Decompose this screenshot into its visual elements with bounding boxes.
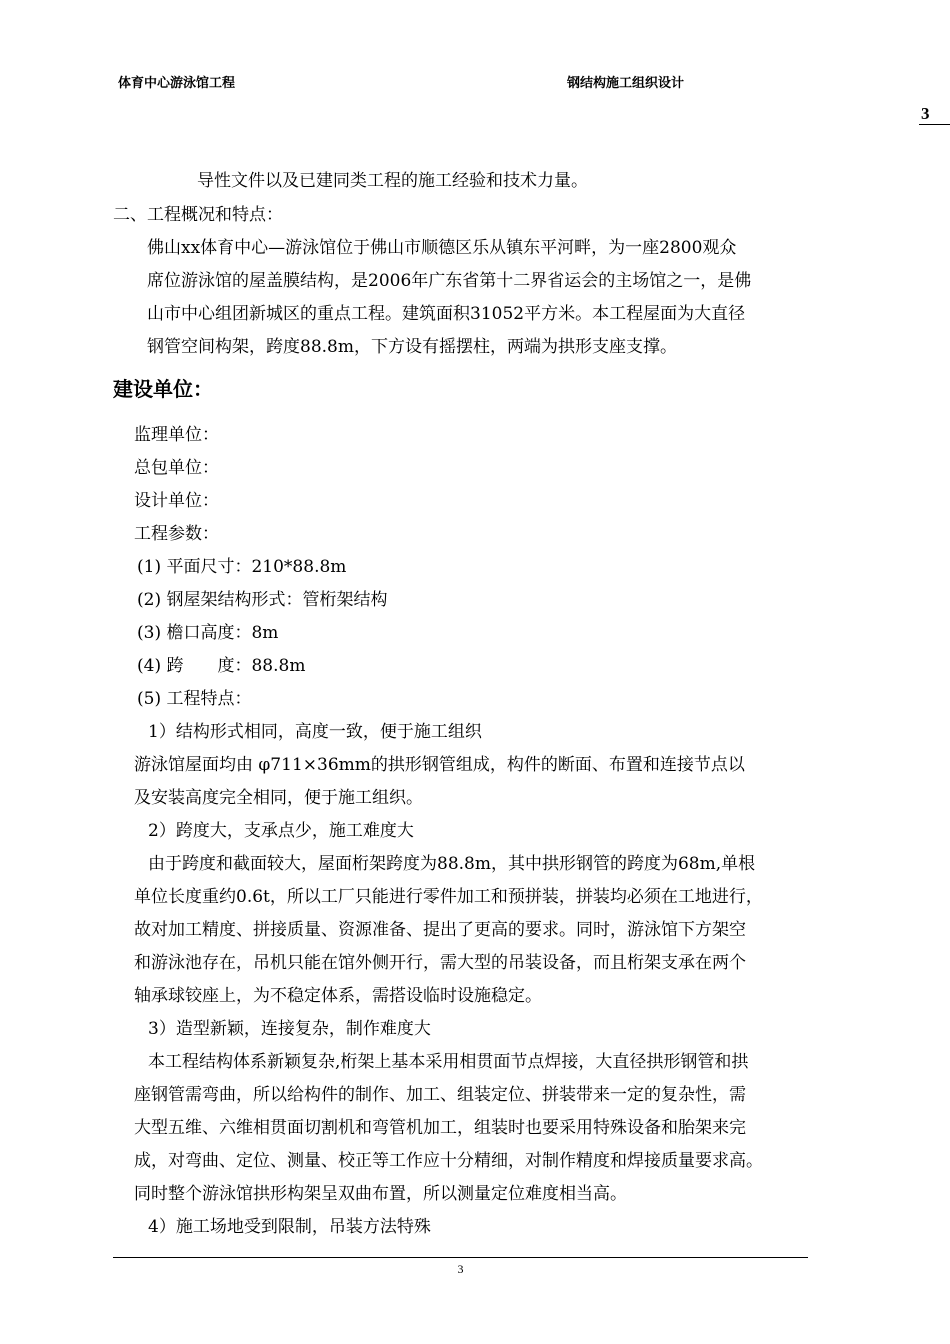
- overview-line: 钢管空间构架，跨度88.8m，下方设有摇摆柱，两端为拱形支座支撑。: [147, 337, 677, 357]
- feature-text-line: 及安装高度完全相同，便于施工组织。: [134, 788, 423, 808]
- feature-text-line: 单位长度重约0.6t，所以工厂只能进行零件加工和预拼装，拼装均必须在工地进行，: [134, 887, 763, 907]
- unit-label: 总包单位：: [134, 458, 219, 478]
- param-item: (2) 钢屋架结构形式：管桁架结构: [137, 590, 388, 610]
- owner-heading: 建设单位：: [113, 377, 213, 401]
- footer-divider: [113, 1257, 808, 1258]
- feature-heading: 1）结构形式相同，高度一致，便于施工组织: [148, 722, 482, 742]
- header-right-title: 钢结构施工组织设计: [567, 76, 685, 91]
- unit-label: 设计单位：: [134, 491, 219, 511]
- param-item: (3) 檐口高度：8m: [137, 623, 279, 643]
- feature-text-line: 和游泳池存在，吊机只能在馆外侧开行，需大型的吊装设备，而且桁架支承在两个: [134, 953, 746, 973]
- overview-line: 山市中心组团新城区的重点工程。建筑面积31052平方米。本工程屋面为大直径: [147, 304, 746, 324]
- feature-heading: 2）跨度大，支承点少，施工难度大: [148, 821, 414, 841]
- feature-text-line: 轴承球铰座上，为不稳定体系，需搭设临时设施稳定。: [134, 986, 542, 1006]
- section-heading: 二、工程概况和特点：: [113, 205, 283, 225]
- header-page-number-underline: [919, 124, 950, 125]
- param-item: (4) 跨 度：88.8m: [137, 656, 306, 676]
- header-page-number: 3: [921, 104, 930, 123]
- feature-text-line: 座钢管需弯曲，所以给构件的制作、加工、组装定位、拼装带来一定的复杂性，需: [134, 1085, 746, 1105]
- overview-line: 佛山xx体育中心—游泳馆位于佛山市顺德区乐从镇东平河畔，为一座2800观众: [147, 238, 737, 258]
- param-item: (1) 平面尺寸：210*88.8m: [137, 557, 347, 577]
- feature-text-line: 同时整个游泳馆拱形构架呈双曲布置，所以测量定位难度相当高。: [134, 1184, 627, 1204]
- overview-line: 席位游泳馆的屋盖膜结构，是2006年广东省第十二界省运会的主场馆之一，是佛: [147, 271, 752, 291]
- intro-continuation: 导性文件以及已建同类工程的施工经验和技术力量。: [197, 171, 588, 191]
- feature-heading: 4）施工场地受到限制，吊装方法特殊: [148, 1217, 431, 1237]
- feature-text-line: 成，对弯曲、定位、测量、校正等工作应十分精细，对制作精度和焊接质量要求高。: [134, 1151, 763, 1171]
- feature-text-line: 故对加工精度、拼接质量、资源准备、提出了更高的要求。同时，游泳馆下方架空: [134, 920, 746, 940]
- unit-label: 工程参数：: [134, 524, 219, 544]
- unit-label: 监理单位：: [134, 425, 219, 445]
- feature-text-line: 大型五维、六维相贯面切割机和弯管机加工，组装时也要采用特殊设备和胎架来完: [134, 1118, 746, 1138]
- feature-text-line: 本工程结构体系新颖复杂,桁架上基本采用相贯面节点焊接，大直径拱形钢管和拱: [148, 1052, 749, 1072]
- footer-page-number: 3: [457, 1262, 464, 1276]
- feature-text-line: 游泳馆屋面均由 φ711×36mm的拱形钢管组成，构件的断面、布置和连接节点以: [134, 755, 745, 775]
- header-left-title: 体育中心游泳馆工程: [118, 76, 236, 91]
- feature-heading: 3）造型新颖，连接复杂，制作难度大: [148, 1019, 431, 1039]
- feature-text-line: 由于跨度和截面较大，屋面桁架跨度为88.8m，其中拱形钢管的跨度为68m,单根: [148, 854, 756, 874]
- param-item: (5) 工程特点：: [137, 689, 252, 709]
